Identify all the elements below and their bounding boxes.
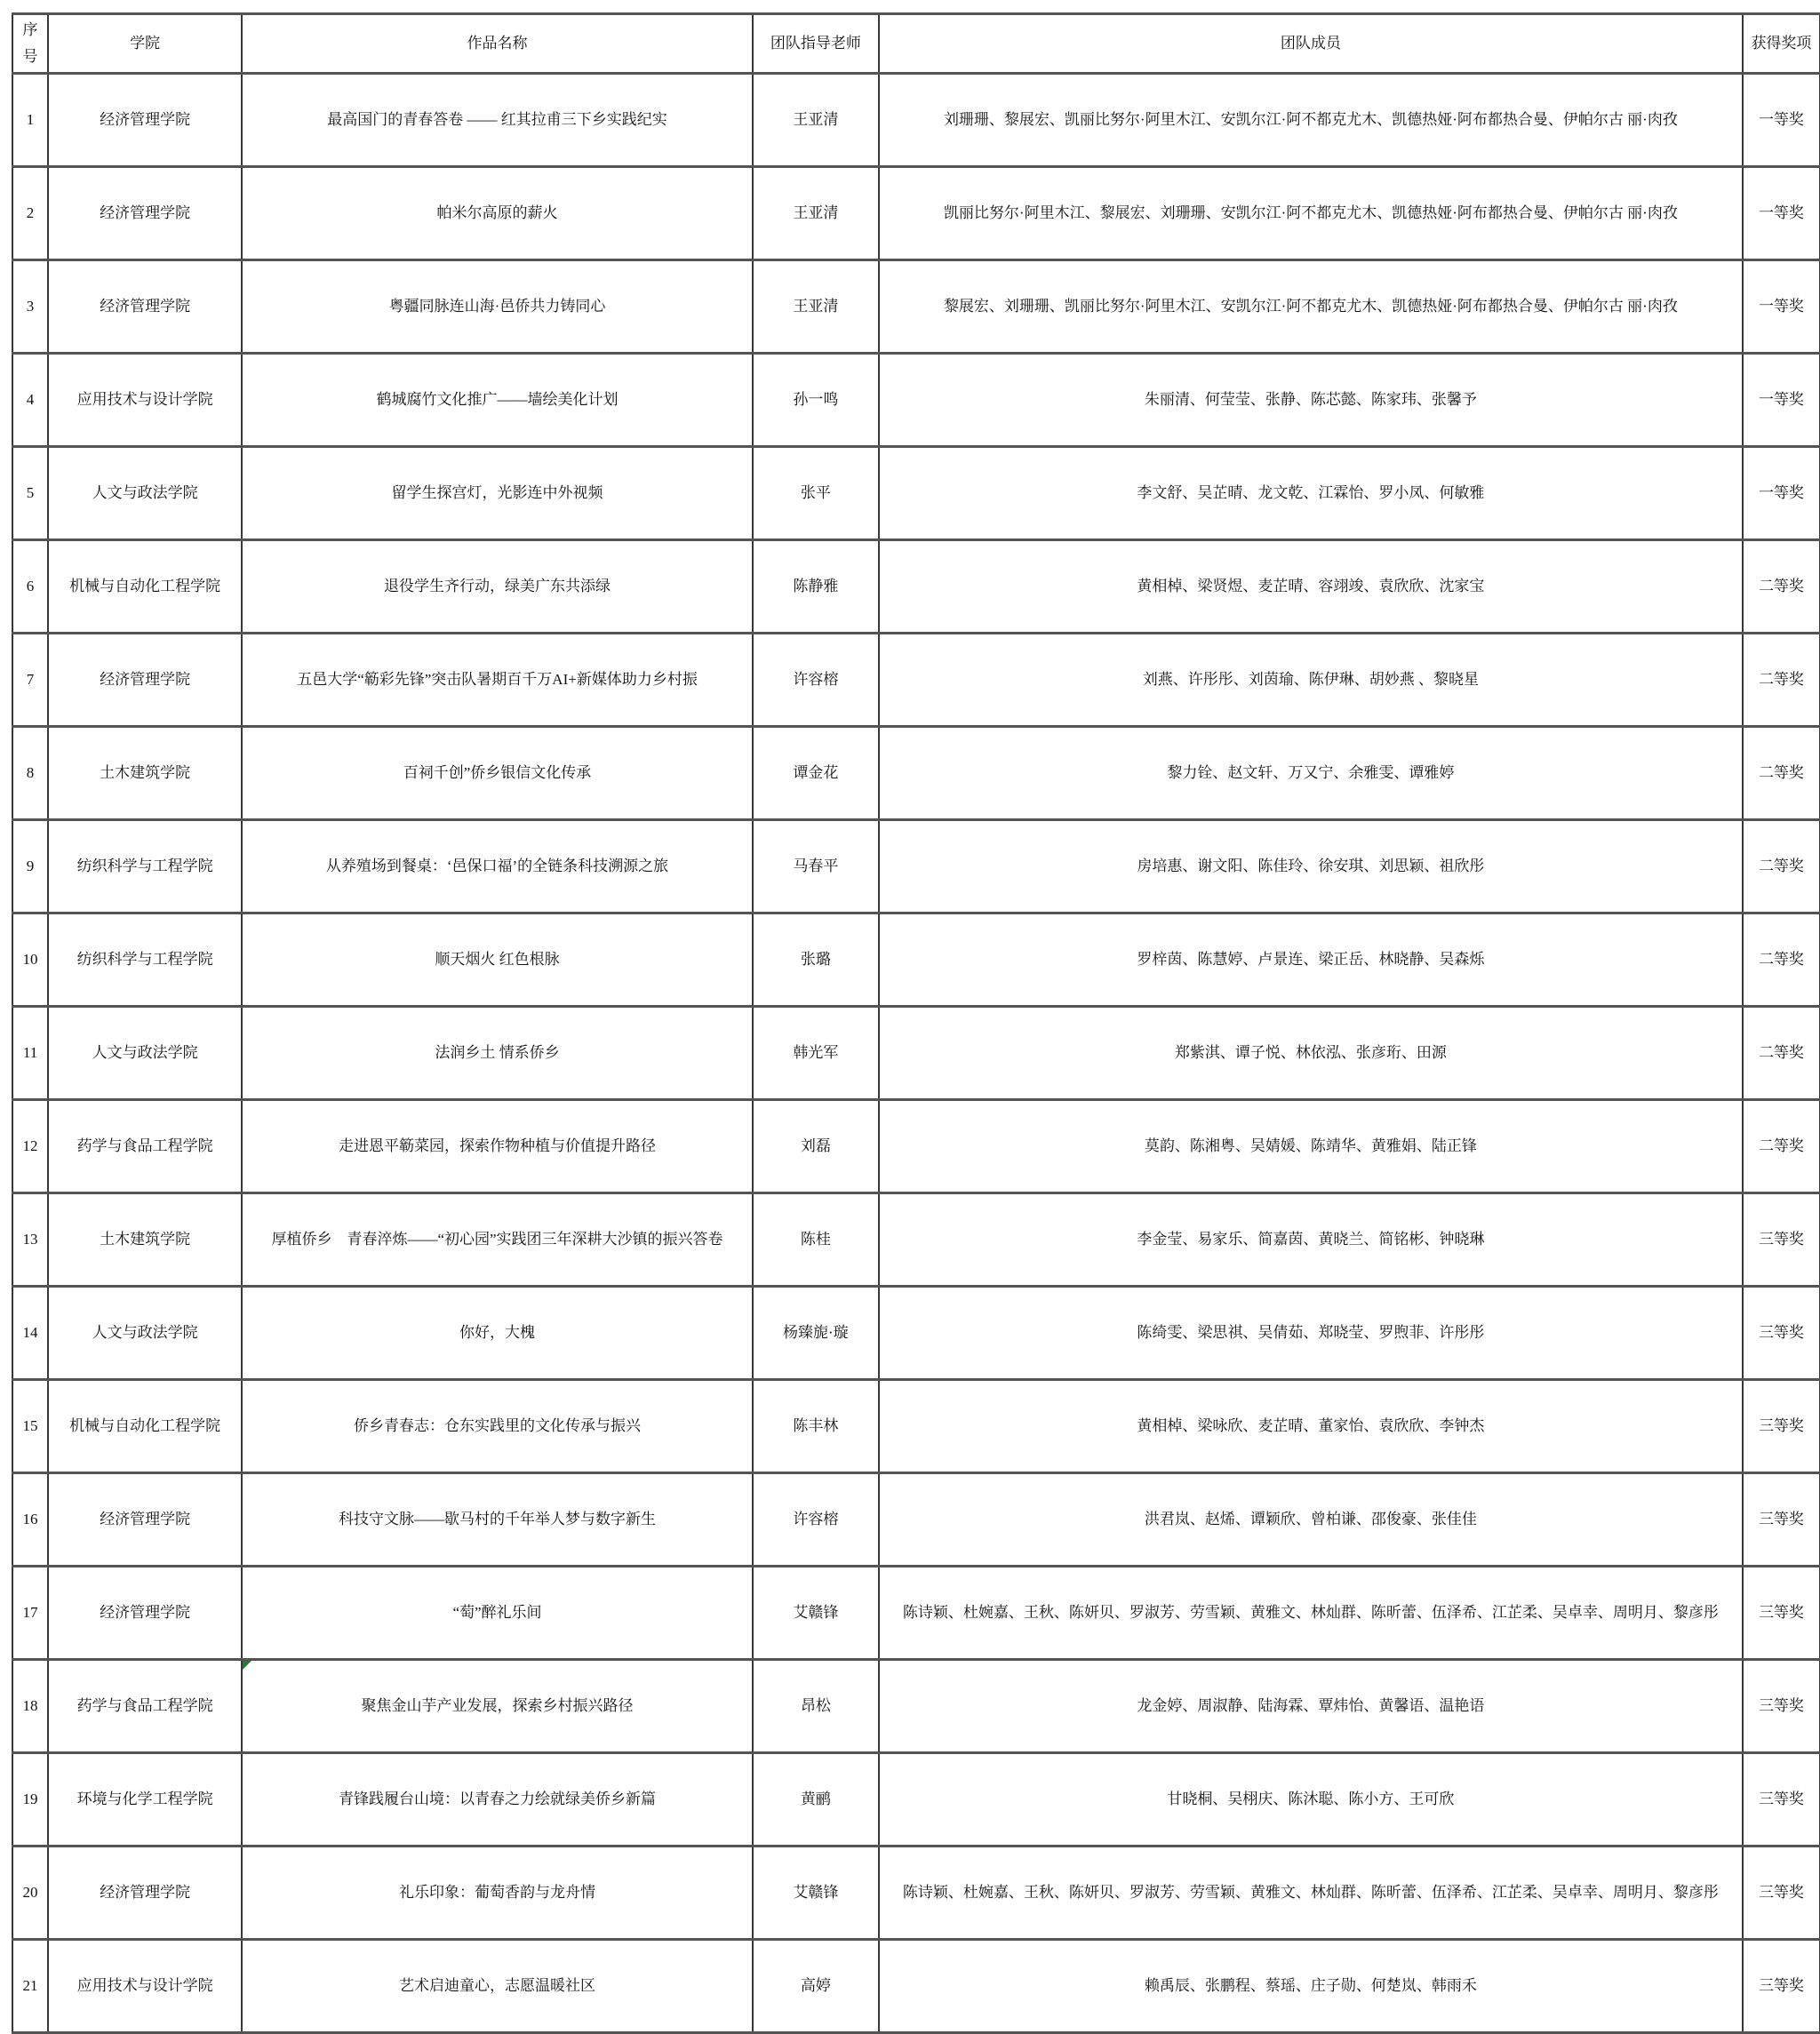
cell-index: 18	[12, 1659, 48, 1752]
cell-members: 陈诗颖、杜婉嘉、王秋、陈妍贝、罗淑芳、劳雪颖、黄雅文、林灿群、陈昕蕾、伍泽希、江芷柔、吴卓幸、周明月、黎彦彤	[879, 1566, 1743, 1659]
cell-index: 8	[12, 726, 48, 819]
cell-college: 人文与政法学院	[48, 1286, 242, 1379]
cell-college: 经济管理学院	[48, 1472, 242, 1566]
cell-work-title: 艺术启迪童心，志愿温暖社区	[242, 1939, 753, 2032]
cell-college: 经济管理学院	[48, 633, 242, 726]
cell-college: 土木建筑学院	[48, 1192, 242, 1286]
cell-index: 9	[12, 819, 48, 913]
cell-award: 二等奖	[1743, 539, 1820, 633]
table-row	[12, 446, 1820, 539]
cell-work-title: 退役学生齐行动，绿美广东共添绿	[242, 539, 753, 633]
cell-work-title: 粤疆同脉连山海·邑侨共力铸同心	[242, 259, 753, 353]
cell-work-title: 聚焦金山芋产业发展，探索乡村振兴路径	[242, 1659, 753, 1752]
cell-members: 黎力铨、赵文轩、万又宁、余雅雯、谭雅婷	[879, 726, 1743, 819]
cell-index: 17	[12, 1566, 48, 1659]
cell-members: 莫韵、陈湘粤、吴婧媛、陈靖华、黄雅娟、陆正锋	[879, 1099, 1743, 1192]
table-row	[12, 913, 1820, 1006]
cell-work-title: 科技守文脉——歇马村的千年举人梦与数字新生	[242, 1472, 753, 1566]
cell-members: 李金莹、易家乐、简嘉茵、黄晓兰、简铭彬、钟晓琳	[879, 1192, 1743, 1286]
cell-index: 19	[12, 1752, 48, 1846]
cell-college: 应用技术与设计学院	[48, 353, 242, 446]
cell-members: 郑紫淇、谭子悦、林依泓、张彦珩、田源	[879, 1006, 1743, 1099]
cell-members: 陈绮雯、梁思祺、吴倩茹、郑晓莹、罗煦菲、许彤彤	[879, 1286, 1743, 1379]
cell-work-title: “萄”醉礼乐间	[242, 1566, 753, 1659]
cell-college: 应用技术与设计学院	[48, 1939, 242, 2032]
cell-work-title: 帕米尔高原的薪火	[242, 166, 753, 259]
cell-college: 经济管理学院	[48, 1846, 242, 1939]
cell-teacher: 韩光军	[753, 1006, 879, 1099]
cell-award: 三等奖	[1743, 1939, 1820, 2032]
cell-members: 陈诗颖、杜婉嘉、王秋、陈妍贝、罗淑芳、劳雪颖、黄雅文、林灿群、陈昕蕾、伍泽希、江芷柔、吴卓幸、周明月、黎彦彤	[879, 1846, 1743, 1939]
cell-index: 15	[12, 1379, 48, 1472]
cell-work-title: 青锋践履台山境：以青春之力绘就绿美侨乡新篇	[242, 1752, 753, 1846]
cell-teacher: 许容榕	[753, 1472, 879, 1566]
cell-college: 经济管理学院	[48, 73, 242, 166]
cell-teacher: 艾赣锋	[753, 1846, 879, 1939]
cell-teacher: 许容榕	[753, 633, 879, 726]
table-row	[12, 1846, 1820, 1939]
cell-teacher: 王亚清	[753, 166, 879, 259]
cell-award: 三等奖	[1743, 1379, 1820, 1472]
cell-index: 20	[12, 1846, 48, 1939]
cell-work-title: 百祠千创”侨乡银信文化传承	[242, 726, 753, 819]
cell-award: 三等奖	[1743, 1846, 1820, 1939]
cell-index: 4	[12, 353, 48, 446]
cell-index: 3	[12, 259, 48, 353]
cell-award: 一等奖	[1743, 73, 1820, 166]
cell-index: 6	[12, 539, 48, 633]
cell-members: 龙金婷、周淑静、陆海霖、覃炜怡、黄馨语、温艳语	[879, 1659, 1743, 1752]
cell-award: 二等奖	[1743, 1006, 1820, 1099]
table-row	[12, 1472, 1820, 1566]
cell-index: 14	[12, 1286, 48, 1379]
cell-teacher: 黄鹂	[753, 1752, 879, 1846]
cell-college: 机械与自动化工程学院	[48, 1379, 242, 1472]
cell-members: 刘珊珊、黎展宏、凯丽比努尔·阿里木江、安凯尔江·阿不都克尤木、凯德热娅·阿布都热合曼、伊帕尔古 丽·肉孜	[879, 73, 1743, 166]
table-row	[12, 1006, 1820, 1099]
cell-teacher: 杨臻旎·璇	[753, 1286, 879, 1379]
cell-index: 13	[12, 1192, 48, 1286]
cell-college: 药学与食品工程学院	[48, 1099, 242, 1192]
column-header: 作品名称	[242, 14, 753, 74]
cell-index: 11	[12, 1006, 48, 1099]
cell-members: 黄相棹、梁咏欣、麦芷晴、董家怡、袁欣欣、李钟杰	[879, 1379, 1743, 1472]
cell-work-title: 最高国门的青春答卷 —— 红其拉甫三下乡实践纪实	[242, 73, 753, 166]
cell-teacher: 马春平	[753, 819, 879, 913]
cell-college: 经济管理学院	[48, 259, 242, 353]
cell-award: 一等奖	[1743, 353, 1820, 446]
cell-index: 21	[12, 1939, 48, 2032]
cell-award: 三等奖	[1743, 1752, 1820, 1846]
cell-index: 16	[12, 1472, 48, 1566]
cell-teacher: 陈静雅	[753, 539, 879, 633]
cell-corner-flag-icon	[243, 1661, 251, 1670]
column-header: 序号	[12, 14, 48, 74]
table-row	[12, 166, 1820, 259]
awards-table-sheet	[12, 12, 1820, 2034]
table-row	[12, 1379, 1820, 1472]
cell-members: 罗梓茵、陈慧婷、卢景连、梁正岳、林晓静、吴森烁	[879, 913, 1743, 1006]
table-row	[12, 1752, 1820, 1846]
cell-members: 李文舒、吴芷晴、龙文乾、江霖怡、罗小凤、何敏雅	[879, 446, 1743, 539]
cell-work-title: 鹤城腐竹文化推广——墙绘美化计划	[242, 353, 753, 446]
cell-work-title: 五邑大学“簕彩先锋”突击队暑期百千万AI+新媒体助力乡村振	[242, 633, 753, 726]
header-row	[12, 14, 1820, 74]
cell-teacher: 王亚清	[753, 259, 879, 353]
cell-college: 经济管理学院	[48, 1566, 242, 1659]
cell-college: 药学与食品工程学院	[48, 1659, 242, 1752]
table-row	[12, 726, 1820, 819]
cell-college: 人文与政法学院	[48, 446, 242, 539]
cell-work-title: 从养殖场到餐桌：‘邑保口福’的全链条科技溯源之旅	[242, 819, 753, 913]
cell-index: 2	[12, 166, 48, 259]
cell-teacher: 谭金花	[753, 726, 879, 819]
table-row	[12, 819, 1820, 913]
column-header: 团队成员	[879, 14, 1743, 74]
cell-work-title: 侨乡青春志：仓东实践里的文化传承与振兴	[242, 1379, 753, 1472]
cell-award: 二等奖	[1743, 1099, 1820, 1192]
cell-award: 二等奖	[1743, 726, 1820, 819]
cell-teacher: 王亚清	[753, 73, 879, 166]
cell-award: 一等奖	[1743, 166, 1820, 259]
cell-work-title: 你好，大槐	[242, 1286, 753, 1379]
cell-work-title: 顺天烟火 红色根脉	[242, 913, 753, 1006]
cell-members: 赖禹辰、张鹏程、蔡瑶、庄子勋、何楚岚、韩雨禾	[879, 1939, 1743, 2032]
table-row	[12, 1286, 1820, 1379]
cell-award: 三等奖	[1743, 1566, 1820, 1659]
table-row	[12, 633, 1820, 726]
cell-teacher: 昂松	[753, 1659, 879, 1752]
table-row	[12, 1192, 1820, 1286]
table-row	[12, 1099, 1820, 1192]
cell-members: 黎展宏、刘珊珊、凯丽比努尔·阿里木江、安凯尔江·阿不都克尤木、凯德热娅·阿布都热合曼、伊帕尔古 丽·肉孜	[879, 259, 1743, 353]
cell-members: 朱丽清、何莹莹、张静、陈芯懿、陈家玮、张馨予	[879, 353, 1743, 446]
column-header: 学院	[48, 14, 242, 74]
cell-members: 黄相棹、梁贤煜、麦芷晴、容翊竣、袁欣欣、沈家宝	[879, 539, 1743, 633]
cell-members: 房培惠、谢文阳、陈佳玲、徐安琪、刘思颖、祖欣彤	[879, 819, 1743, 913]
cell-members: 甘晓桐、吴栩庆、陈沐聪、陈小方、王可欣	[879, 1752, 1743, 1846]
cell-award: 三等奖	[1743, 1286, 1820, 1379]
cell-work-title: 法润乡土 情系侨乡	[242, 1006, 753, 1099]
cell-college: 环境与化学工程学院	[48, 1752, 242, 1846]
cell-college: 机械与自动化工程学院	[48, 539, 242, 633]
cell-teacher: 张璐	[753, 913, 879, 1006]
cell-work-title: 厚植侨乡 青春淬炼——“初心园”实践团三年深耕大沙镇的振兴答卷	[242, 1192, 753, 1286]
table-row	[12, 259, 1820, 353]
cell-teacher: 高婷	[753, 1939, 879, 2032]
cell-index: 12	[12, 1099, 48, 1192]
cell-award: 二等奖	[1743, 633, 1820, 726]
table-body	[12, 73, 1820, 2032]
cell-college: 纺织科学与工程学院	[48, 913, 242, 1006]
cell-members: 洪君岚、赵烯、谭颖欣、曾柏谦、邵俊豪、张佳佳	[879, 1472, 1743, 1566]
cell-college: 土木建筑学院	[48, 726, 242, 819]
column-header: 团队指导老师	[753, 14, 879, 74]
cell-work-title: 留学生探宫灯，光影连中外视频	[242, 446, 753, 539]
cell-teacher: 孙一鸣	[753, 353, 879, 446]
cell-award: 二等奖	[1743, 913, 1820, 1006]
table-row	[12, 73, 1820, 166]
cell-teacher: 陈桂	[753, 1192, 879, 1286]
cell-award: 一等奖	[1743, 259, 1820, 353]
cell-teacher: 艾赣锋	[753, 1566, 879, 1659]
cell-members: 刘燕、许彤彤、刘茵瑜、陈伊琳、胡妙燕 、黎晓星	[879, 633, 1743, 726]
cell-index: 10	[12, 913, 48, 1006]
cell-award: 三等奖	[1743, 1472, 1820, 1566]
cell-college: 经济管理学院	[48, 166, 242, 259]
cell-award: 三等奖	[1743, 1659, 1820, 1752]
cell-college: 纺织科学与工程学院	[48, 819, 242, 913]
cell-index: 7	[12, 633, 48, 726]
cell-members: 凯丽比努尔·阿里木江、黎展宏、刘珊珊、安凯尔江·阿不都克尤木、凯德热娅·阿布都热合曼、伊帕尔古 丽·肉孜	[879, 166, 1743, 259]
cell-teacher: 陈丰林	[753, 1379, 879, 1472]
cell-work-title: 礼乐印象：葡萄香韵与龙舟情	[242, 1846, 753, 1939]
column-header: 获得奖项	[1743, 14, 1820, 74]
table-row	[12, 353, 1820, 446]
cell-teacher: 张平	[753, 446, 879, 539]
table-row	[12, 539, 1820, 633]
table-row	[12, 1566, 1820, 1659]
cell-index: 5	[12, 446, 48, 539]
cell-work-title: 走进恩平簕菜园，探索作物种植与价值提升路径	[242, 1099, 753, 1192]
cell-index: 1	[12, 73, 48, 166]
cell-award: 三等奖	[1743, 1192, 1820, 1286]
cell-teacher: 刘磊	[753, 1099, 879, 1192]
table-row	[12, 1659, 1820, 1752]
cell-award: 一等奖	[1743, 446, 1820, 539]
table-row	[12, 1939, 1820, 2032]
cell-college: 人文与政法学院	[48, 1006, 242, 1099]
cell-award: 二等奖	[1743, 819, 1820, 913]
awards-table	[12, 12, 1820, 2034]
